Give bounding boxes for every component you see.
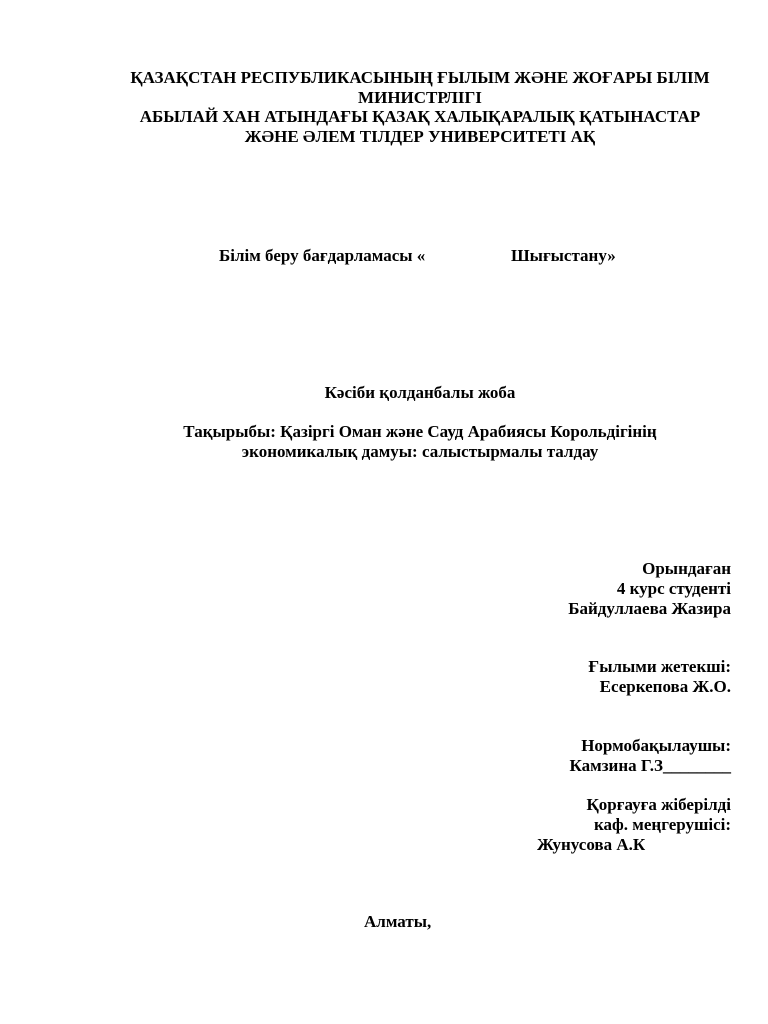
defense-line-1: Қорғауға жіберілді	[586, 795, 731, 814]
supervisor-role: Ғылыми жетекші:	[588, 657, 731, 676]
author-role: Орындаған	[642, 559, 731, 578]
city: Алматы,	[364, 912, 432, 931]
defense-line-2: каф. меңгерушісі:	[594, 815, 731, 834]
norm-controller-role: Нормобақылаушы:	[581, 736, 731, 755]
ministry-line-2: МИНИСТРЛІГІ	[358, 87, 482, 107]
program-name: Шығыстану»	[511, 246, 616, 265]
author-name: Байдуллаева Жазира	[568, 599, 731, 618]
university-line-2: ЖӘНЕ ӘЛЕМ ТІЛДЕР УНИВЕРСИТЕТІ АҚ	[244, 126, 596, 146]
author-course: 4 курс студенті	[616, 579, 731, 598]
project-topic-line-2: экономикалық дамуы: салыстырмалы талдау	[241, 442, 599, 461]
supervisor-name: Есеркепова Ж.О.	[599, 677, 731, 696]
program-prefix: Білім беру бағдарламасы «	[219, 246, 426, 265]
title-header	[0, 68, 768, 146]
norm-controller-name: Камзина Г.З________	[569, 756, 731, 775]
university-line-1: АБЫЛАЙ ХАН АТЫНДАҒЫ ҚАЗАҚ ХАЛЫҚАРАЛЫҚ ҚАТЫНАСТАР	[139, 107, 701, 126]
project-topic-line-1: Тақырыбы: Қазіргі Оман және Сауд Арабиясы Корольдігінің	[183, 422, 657, 441]
ministry-line-1: ҚАЗАҚСТАН РЕСПУБЛИКАСЫНЫҢ ҒЫЛЫМ ЖӘНЕ ЖОҒАРЫ БІЛІМ	[130, 68, 710, 87]
project-type: Кәсіби қолданбалы жоба	[324, 383, 516, 402]
department-head-name: Жунусова А.К	[537, 835, 646, 854]
